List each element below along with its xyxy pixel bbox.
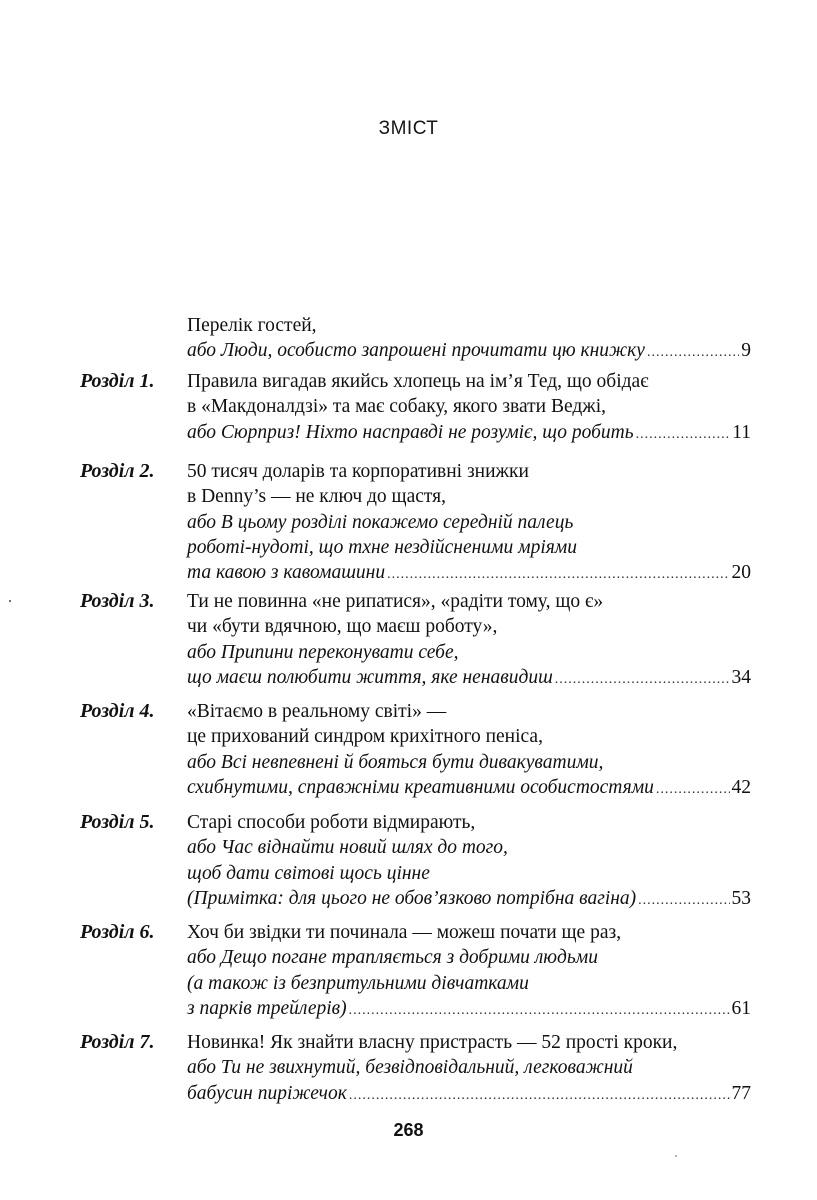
- line-text: в Denny’s — не ключ до щастя,: [187, 486, 446, 508]
- title-line: [187, 724, 751, 749]
- dot-leader: [647, 340, 739, 365]
- chapter-title: [187, 369, 751, 445]
- title-line: [187, 589, 751, 614]
- line-text: це прихований синдром крихітного пеніса,: [187, 726, 543, 748]
- toc-page-number: 20: [731, 562, 751, 584]
- line-text: чи «бути вдячною, що маєш роботу»,: [187, 616, 498, 638]
- chapter-label: Розділ 6.: [80, 921, 155, 943]
- toc-page-number: 77: [731, 1082, 751, 1104]
- subtitle-line: [187, 420, 751, 445]
- line-text: «Вітаємо в реальному світі» —: [187, 701, 447, 722]
- chapter-title: [187, 459, 751, 585]
- subtitle-line: [187, 775, 751, 800]
- subtitle-line: [187, 1055, 751, 1080]
- line-text: або Дещо погане трапляється з добрими людьми: [187, 947, 598, 969]
- dot-leader: [387, 562, 729, 587]
- line-text: що маєш полюбити життя, яке ненавидиш: [187, 666, 553, 688]
- page-title: ЗМІСТ: [378, 118, 439, 139]
- scan-speck: [675, 1155, 677, 1157]
- chapter-title: [187, 699, 751, 800]
- subtitle-line: [187, 510, 751, 535]
- chapter-title: [187, 313, 751, 364]
- line-text: 50 тисяч доларів та корпоративні знижки: [187, 461, 529, 482]
- toc-page-number: 42: [731, 776, 751, 798]
- page-number: 268: [393, 1120, 424, 1140]
- toc-page-number: 34: [731, 666, 751, 688]
- scan-speck: [9, 600, 11, 602]
- subtitle-line: [187, 640, 751, 665]
- dot-leader: [349, 998, 730, 1023]
- line-text: та кавою з кавомашини: [187, 562, 386, 584]
- dot-leader: [555, 667, 730, 692]
- subtitle-line: [187, 861, 751, 886]
- line-text: схибнутими, справжніми креативними особистостями: [187, 776, 654, 798]
- chapter-title: [187, 589, 751, 690]
- title-line: [187, 810, 751, 835]
- chapter-label: Розділ 5.: [80, 811, 155, 833]
- line-text: (Примітка: для цього не обов’язково потрібна вагіна): [187, 887, 637, 909]
- subtitle-line: [187, 835, 751, 860]
- toc-page-number: 11: [732, 421, 751, 443]
- title-line: [187, 614, 751, 639]
- line-text: щоб дати світові щось цінне: [187, 862, 430, 884]
- subtitle-line: [187, 945, 751, 970]
- chapter-label: Розділ 2.: [80, 460, 155, 482]
- line-text: або Люди, особисто запрошені прочитати цю книжку: [187, 340, 645, 362]
- chapter-title: [187, 920, 751, 1021]
- chapter-label: Розділ 3.: [80, 590, 155, 612]
- line-text: або Сюрприз! Ніхто насправді не розуміє, що робить: [187, 421, 634, 443]
- line-text: Правила вигадав якийсь хлопець на ім’я Тед, що обідає: [187, 371, 649, 392]
- subtitle-line: [187, 560, 751, 585]
- chapter-title: [187, 1030, 751, 1106]
- title-line: [187, 1030, 751, 1055]
- chapter-title: [187, 810, 751, 911]
- line-text: або Припини переконувати себе,: [187, 641, 459, 663]
- subtitle-line: [187, 971, 751, 996]
- line-text: або Ти не звихнутий, безвідповідальний, легковажний: [187, 1057, 633, 1079]
- line-text: (а також із безпритульними дівчатками: [187, 972, 529, 994]
- chapter-label: Розділ 7.: [80, 1031, 155, 1053]
- dot-leader: [636, 422, 731, 447]
- line-text: Старі способи роботи відмирають,: [187, 812, 476, 833]
- title-line: [187, 699, 751, 724]
- subtitle-line: [187, 665, 751, 690]
- dot-leader: [349, 1083, 730, 1108]
- line-text: бабусин пиріжечок: [187, 1082, 347, 1104]
- line-text: роботі-нудоті, що тхне нездійсненими мріями: [187, 536, 577, 558]
- subtitle-line: [187, 750, 751, 775]
- title-line: [187, 920, 751, 945]
- subtitle-line: [187, 535, 751, 560]
- subtitle-line: [187, 996, 751, 1021]
- line-text: з парків трейлерів): [187, 997, 347, 1019]
- title-line: [187, 484, 751, 509]
- line-text: в «Макдоналдзі» та має собаку, якого звати Веджі,: [187, 396, 607, 418]
- title-line: [187, 313, 751, 338]
- line-text: Ти не повинна «не рипатися», «радіти тому, що є»: [187, 591, 604, 612]
- line-text: або В цьому розділі покажемо середній палець: [187, 511, 574, 533]
- line-text: або Всі невпевнені й бояться бути дивакуватими,: [187, 751, 604, 773]
- line-text: Новинка! Як знайти власну пристрасть — 52 прості кроки,: [187, 1032, 678, 1053]
- chapter-label: Розділ 4.: [80, 700, 155, 722]
- title-line: [187, 369, 751, 394]
- subtitle-line: [187, 338, 751, 363]
- dot-leader: [656, 777, 730, 802]
- line-text: Хоч би звідки ти починала — можеш почати ще раз,: [187, 922, 622, 943]
- subtitle-line: [187, 886, 751, 911]
- toc-page-number: 61: [731, 997, 751, 1019]
- subtitle-line: [187, 1081, 751, 1106]
- dot-leader: [638, 888, 729, 913]
- title-line: [187, 459, 751, 484]
- chapter-label: Розділ 1.: [80, 370, 155, 392]
- line-text: Перелік гостей,: [187, 315, 317, 336]
- line-text: або Час віднайти новий шлях до того,: [187, 837, 508, 859]
- toc-page-number: 9: [741, 340, 751, 362]
- toc-page-number: 53: [731, 887, 751, 909]
- title-line: [187, 394, 751, 419]
